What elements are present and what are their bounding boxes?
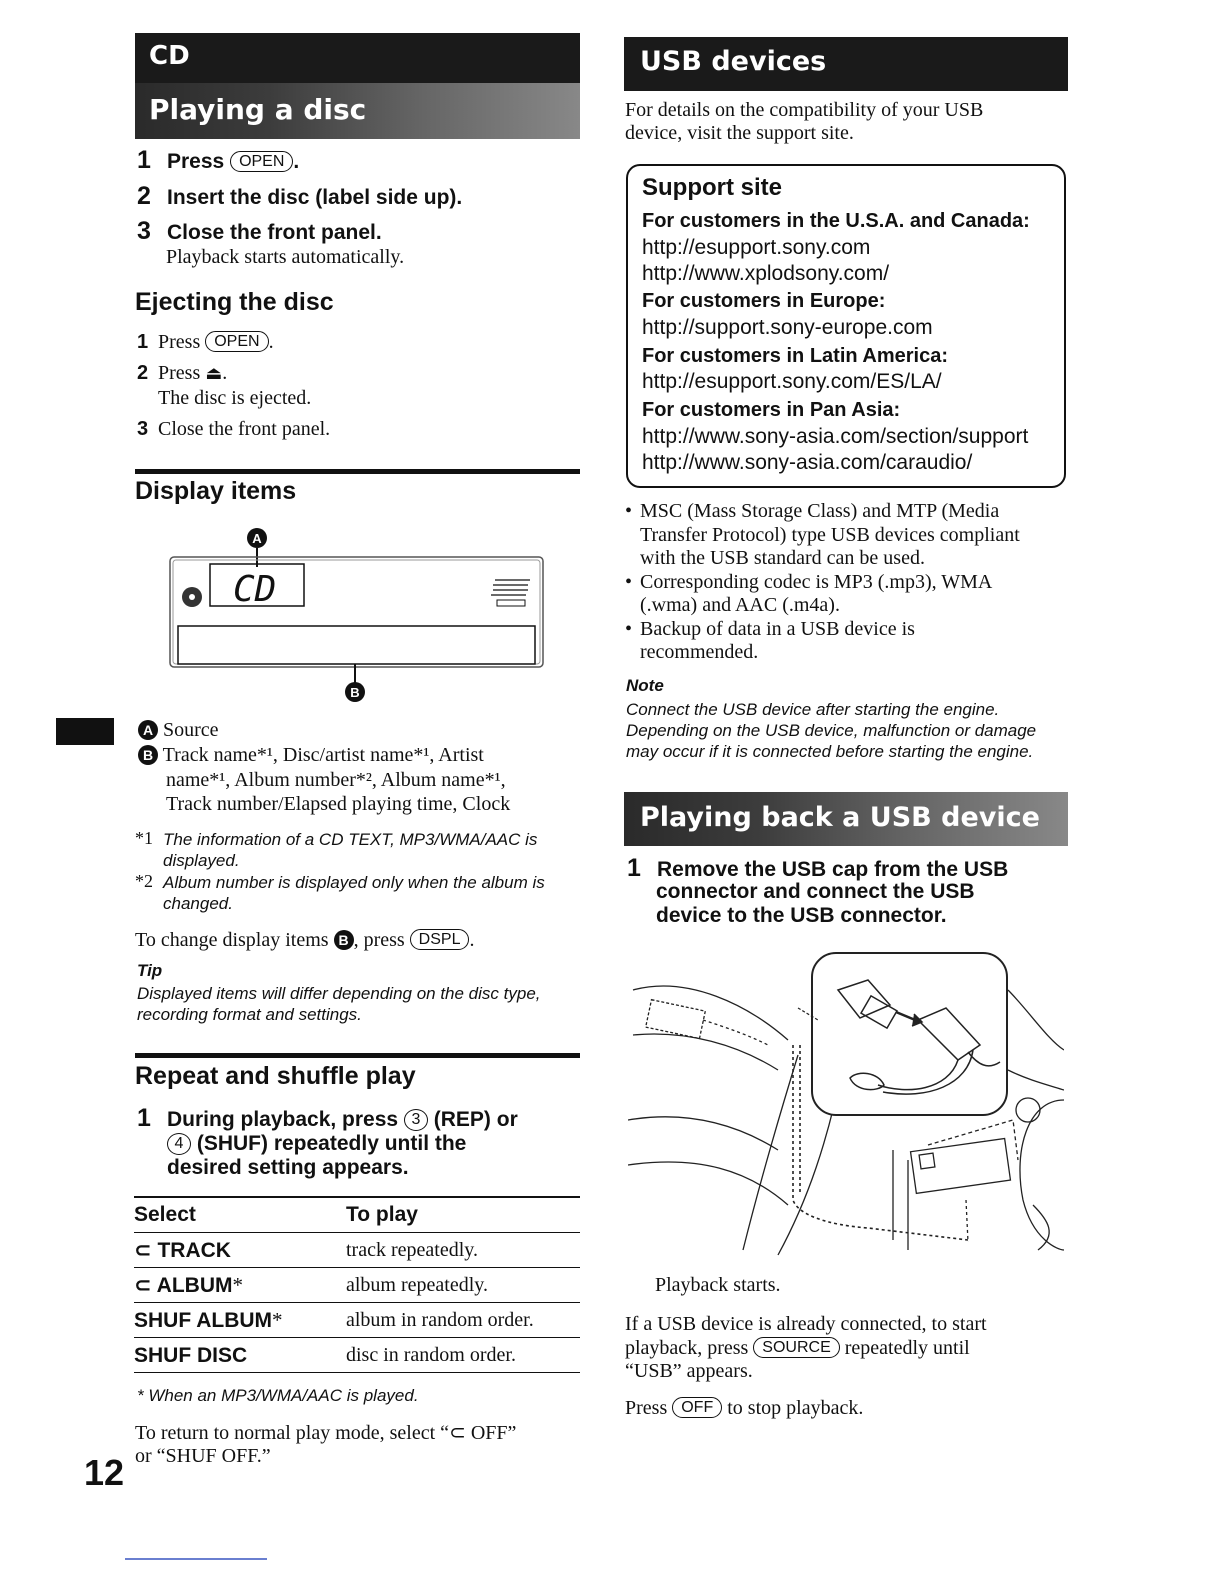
- repeat-icon: ⊂: [134, 1272, 152, 1297]
- repeat-step-1: 1 During playback, press 3 (REP) or: [137, 1104, 518, 1132]
- eject-step-2: 2 Press ⏏.: [137, 362, 228, 384]
- button-3[interactable]: 3: [404, 1109, 428, 1131]
- eject-heading: Ejecting the disc: [135, 288, 334, 316]
- usb-connection-illustration: [628, 950, 1064, 1260]
- usb-devices-header: [624, 37, 1068, 91]
- display-outer: [170, 557, 543, 667]
- badge-b: B: [138, 745, 158, 765]
- text-line-box: [178, 626, 535, 664]
- support-latam-heading: For customers in Latin America:: [642, 345, 948, 367]
- usb-devices-title: USB devices: [640, 46, 827, 77]
- note-label: Note: [626, 676, 664, 695]
- support-usa-url2[interactable]: http://www.xplodsony.com/: [642, 262, 890, 285]
- eject-step-2-note: The disc is ejected.: [158, 387, 312, 409]
- badge-b: B: [334, 930, 354, 950]
- play-mode-table: [134, 1196, 580, 1373]
- button-4[interactable]: 4: [167, 1133, 191, 1155]
- source-button[interactable]: SOURCE: [753, 1337, 839, 1358]
- playback-usb-title: Playing back a USB device: [640, 802, 1040, 833]
- legend-b-line2: name*¹, Album number*², Album name*¹,: [166, 769, 506, 791]
- usb-step-1-line2: connector and connect the USB: [656, 880, 975, 903]
- note-line2: Depending on the USB device, malfunction or damage: [626, 721, 1037, 740]
- footnote-1: *1: [135, 828, 153, 848]
- repeat-step-1-line3: desired setting appears.: [167, 1156, 409, 1179]
- cd-step-2: 2 Insert the disc (label side up).: [137, 182, 463, 210]
- display-items-rule: [135, 469, 580, 474]
- note-line3: may occur if it is connected before starting the engine.: [626, 742, 1034, 761]
- page-number: 12: [84, 1452, 125, 1493]
- table-row: ⊂ TRACK track repeatedly.: [134, 1233, 580, 1268]
- footnote-2-line2: changed.: [163, 894, 233, 913]
- section-tab-marker: [56, 718, 114, 745]
- cd-step-1: 1 Press OPEN .: [137, 146, 300, 174]
- support-europe-url[interactable]: http://support.sony-europe.com: [642, 316, 933, 339]
- bottom-rule: [125, 1558, 267, 1560]
- already-connected-line1: If a USB device is already connected, to start: [625, 1313, 987, 1335]
- open-button[interactable]: OPEN: [230, 151, 293, 172]
- table-note: * When an MP3/WMA/AAC is played.: [137, 1386, 419, 1405]
- lcd-source-text: CD: [233, 569, 277, 610]
- legend-b-line3: Track number/Elapsed playing time, Clock: [166, 793, 511, 815]
- table-row: ⊂ ALBUM* album repeatedly.: [134, 1268, 580, 1303]
- support-usa-heading: For customers in the U.S.A. and Canada:: [642, 210, 1030, 232]
- playback-starts: Playback starts.: [655, 1274, 781, 1296]
- usb-bullet-list: [625, 500, 1070, 665]
- support-latam-url[interactable]: http://esupport.sony.com/ES/LA/: [642, 370, 942, 393]
- note-line1: Connect the USB device after starting the engine.: [626, 700, 1000, 719]
- playing-disc-title: Playing a disc: [149, 93, 367, 126]
- return-normal-text: To return to normal play mode, select “⊂ OFF”: [135, 1420, 517, 1444]
- return-normal-line2: or “SHUF OFF.”: [135, 1445, 271, 1467]
- support-asia-url1[interactable]: http://www.sony-asia.com/section/support: [642, 425, 1029, 448]
- cd-step-3-note: Playback starts automatically.: [166, 246, 405, 268]
- tip-line2: recording format and settings.: [137, 1005, 362, 1024]
- repeat-heading: Repeat and shuffle play: [135, 1062, 416, 1090]
- footnote-1-line1: The information of a CD TEXT, MP3/WMA/AAC is: [163, 830, 538, 849]
- playback-usb-header: [624, 792, 1068, 846]
- eq-icon: [497, 600, 525, 606]
- support-usa-url1[interactable]: http://esupport.sony.com: [642, 236, 871, 259]
- cd-header-bar: [135, 33, 580, 139]
- stop-playback-text: Press OFF to stop playback.: [625, 1397, 864, 1419]
- off-button[interactable]: OFF: [672, 1397, 722, 1418]
- header-select: Select: [134, 1197, 346, 1233]
- usb-intro-line2: device, visit the support site.: [625, 122, 854, 144]
- repeat-step-1-line2: 4 (SHUF) repeatedly until the: [167, 1132, 466, 1156]
- footnote-2: *2: [135, 871, 153, 891]
- tip-label: Tip: [137, 961, 163, 980]
- support-site-title: Support site: [642, 174, 783, 201]
- playing-disc-title-band: [135, 83, 580, 139]
- already-connected-line3: “USB” appears.: [625, 1360, 753, 1382]
- open-button[interactable]: OPEN: [205, 331, 268, 352]
- cd-step-3: 3 Close the front panel.: [137, 217, 382, 245]
- header-to-play: To play: [346, 1197, 580, 1233]
- already-connected-line2: playback, press SOURCE repeatedly until: [625, 1337, 970, 1359]
- usb-intro-line1: For details on the compatibility of your USB: [625, 99, 984, 121]
- list-item: • Backup of data in a USB device is recommended.: [625, 618, 1070, 665]
- repeat-rule: [135, 1053, 580, 1058]
- table-row: SHUF ALBUM* album in random order.: [134, 1303, 580, 1338]
- support-asia-url2[interactable]: http://www.sony-asia.com/caraudio/: [642, 451, 973, 474]
- repeat-icon: ⊂: [134, 1237, 152, 1262]
- zoom-inset: [812, 953, 1007, 1115]
- callout-a-letter: A: [252, 531, 262, 546]
- legend-a: A Source: [138, 718, 219, 742]
- cd-section-label: CD: [149, 41, 190, 71]
- support-asia-heading: For customers in Pan Asia:: [642, 399, 901, 421]
- badge-a: A: [138, 720, 158, 740]
- usb-step-1: 1 Remove the USB cap from the USB: [627, 854, 1009, 882]
- change-display-text: To change display items B , press DSPL .: [135, 929, 475, 951]
- eject-icon[interactable]: ⏏: [205, 363, 223, 384]
- table-row: SHUF DISC disc in random order.: [134, 1338, 580, 1373]
- dspl-button[interactable]: DSPL: [410, 929, 470, 950]
- footnote-2-line1: Album number is displayed only when the album is: [163, 873, 545, 892]
- list-item: • Corresponding codec is MP3 (.mp3), WMA (.wma) and AAC (.m4a).: [625, 571, 1070, 618]
- eject-step-3: 3 Close the front panel.: [137, 418, 331, 440]
- support-europe-heading: For customers in Europe:: [642, 290, 886, 312]
- level-indicator-icon: [491, 580, 530, 595]
- display-diagram: [165, 525, 550, 710]
- list-item: • MSC (Mass Storage Class) and MTP (Media Transfer Protocol) type USB devices compliant with the USB standard can be used.: [625, 500, 1070, 571]
- table-header-row: [134, 1197, 580, 1233]
- legend-b: B Track name*¹, Disc/artist name*¹, Artist: [138, 743, 578, 767]
- footnote-1-line2: displayed.: [163, 851, 240, 870]
- callout-b-letter: B: [350, 685, 360, 700]
- support-site-box: [626, 164, 1066, 488]
- display-items-heading: Display items: [135, 477, 297, 505]
- display-inner: [173, 560, 540, 664]
- eject-step-1: 1 Press OPEN .: [137, 331, 274, 353]
- repeat-icon: ⊂: [449, 1420, 466, 1444]
- tip-line1: Displayed items will differ depending on the disc type,: [137, 984, 541, 1003]
- usb-step-1-line3: device to the USB connector.: [656, 904, 947, 927]
